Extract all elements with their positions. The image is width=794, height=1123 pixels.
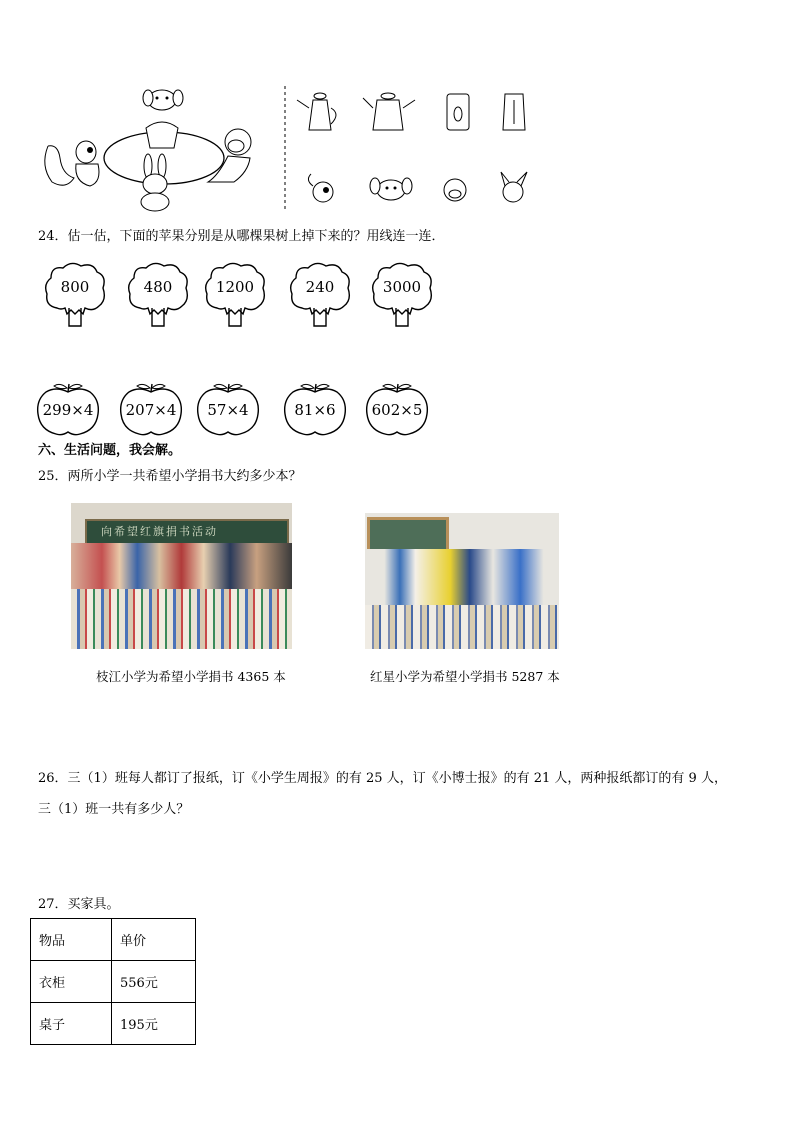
rabbit-icon [141,154,169,211]
rabbit-head-icon [501,172,527,202]
squirrel-icon [45,141,99,186]
tree-240 [288,262,352,328]
apple-value: 81×6 [294,401,336,419]
squirrel-head-icon [308,174,333,202]
question-25-text: 25．两所小学一共希望小学捐书大约多少本？ [38,469,302,484]
tree-value: 800 [60,278,90,296]
monkey-head-icon [444,179,466,201]
apple-value: 207×4 [125,401,177,419]
question-26-line1: 26．三（1）班每人都订了报纸，订《小学生周报》的有 25 人，订《小博士报》的有 21 人，两种报纸都订的有 9 人， [38,771,727,786]
hongxing-donation-photo [365,513,559,649]
apple-value: 57×4 [207,401,249,419]
table-row [31,1003,196,1045]
animals-round-table-illustration [38,86,270,214]
apple-value: 602×5 [371,401,423,419]
apple-value: 299×4 [42,401,94,419]
header-price: 单价 [112,919,196,961]
monkey-icon [208,129,251,182]
teapot-icon [297,93,336,130]
apple-expression [119,382,183,436]
question-27-text: 27．买家具。 [38,897,120,912]
tree-value: 240 [305,278,335,296]
table-row [31,961,196,1003]
tree-3000 [370,262,434,328]
dashed-divider [282,86,288,212]
caption-left: 枝江小学为希望小学捐书 4365 本 [96,669,286,684]
dog-icon [143,90,183,148]
kettle-icon [503,94,525,130]
header-item: 物品 [31,919,112,961]
item-name: 桌子 [31,1003,112,1045]
item-price: 556元 [112,961,196,1003]
furniture-price-table [30,918,196,1045]
caption-right: 红星小学为希望小学捐书 5287 本 [370,669,560,684]
blackboard-banner: 向希望红旗捐书活动 [101,525,218,538]
item-price: 195元 [112,1003,196,1045]
apple-expression [196,382,260,436]
apple-expression [36,382,100,436]
table-header-row [31,919,196,961]
dog-head-icon [370,178,412,200]
tree-480 [126,262,190,328]
pots-and-heads-matching-figure [295,86,535,214]
apple-expression [283,382,347,436]
tree-value: 1200 [215,278,255,296]
tree-1200 [203,262,267,328]
tree-value: 480 [143,278,173,296]
section-6-title: 六、生活问题，我会解。 [38,443,182,458]
zhijiang-donation-photo [71,503,292,649]
teapot-icon [363,93,415,130]
tree-value: 3000 [382,278,422,296]
question-26-line2: 三（1）班一共有多少人？ [38,802,190,817]
tree-800 [43,262,107,328]
item-name: 衣柜 [31,961,112,1003]
apple-expression [365,382,429,436]
thermos-icon [447,94,469,130]
question-24-text: 24．估一估，下面的苹果分别是从哪棵果树上掉下来的？用线连一连． [38,229,445,244]
